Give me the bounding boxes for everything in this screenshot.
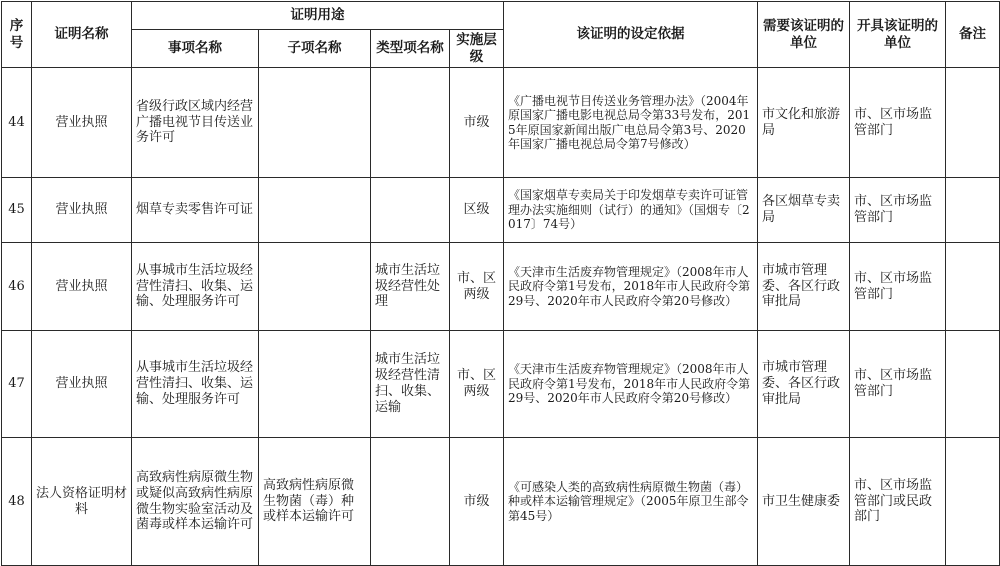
header-type-item-name: 类型项名称 — [371, 30, 450, 68]
cell-sub-item-name — [259, 331, 371, 438]
cell-level: 区级 — [450, 178, 504, 243]
cell-cert-name: 营业执照 — [32, 331, 132, 438]
cell-basis: 《国家烟草专卖局关于印发烟草专卖许可证管理办法实施细则（试行）的通知》（国烟专〔2017〕74号） — [504, 178, 758, 243]
cell-type-item-name — [371, 68, 450, 178]
cell-issuing-unit: 市、区市场监管部门 — [850, 68, 946, 178]
cell-item-name: 高致病性病原微生物或疑似高致病性病原微生物实验室活动及菌毒或样本运输许可 — [132, 438, 259, 566]
cell-remark — [946, 178, 1000, 243]
cell-type-item-name — [371, 178, 450, 243]
cell-cert-name: 营业执照 — [32, 68, 132, 178]
cell-required-unit: 市城市管理委、各区行政审批局 — [758, 243, 850, 331]
cell-required-unit: 各区烟草专卖局 — [758, 178, 850, 243]
cell-item-name: 省级行政区域内经营广播电视节目传送业务许可 — [132, 68, 259, 178]
cell-seq: 45 — [2, 178, 32, 243]
cell-cert-name: 营业执照 — [32, 243, 132, 331]
cell-remark — [946, 331, 1000, 438]
cell-sub-item-name: 高致病性病原微生物菌（毒）种或样本运输许可 — [259, 438, 371, 566]
table-row — [2, 331, 1000, 438]
cell-basis: 《可感染人类的高致病性病原微生物菌（毒）种或样本运输管理规定》（2005年原卫生部令第45号） — [504, 438, 758, 566]
cell-sub-item-name — [259, 178, 371, 243]
table-row — [2, 243, 1000, 331]
cell-issuing-unit: 市、区市场监管部门 — [850, 331, 946, 438]
cell-sub-item-name — [259, 243, 371, 331]
cell-sub-item-name — [259, 68, 371, 178]
cell-level: 市、区两级 — [450, 243, 504, 331]
cell-cert-name: 营业执照 — [32, 178, 132, 243]
cell-remark — [946, 243, 1000, 331]
header-item-name: 事项名称 — [132, 30, 259, 68]
cell-basis: 《广播电视节目传送业务管理办法》（2004年原国家广播电影电视总局令第33号发布，2015年原国家新闻出版广电总局令第3号、2020年国家广播电视总局令第7号修改） — [504, 68, 758, 178]
cell-required-unit: 市城市管理委、各区行政审批局 — [758, 331, 850, 438]
table-row — [2, 438, 1000, 566]
table-body — [2, 68, 1000, 566]
header-cert-name: 证明名称 — [32, 2, 132, 68]
cell-seq: 46 — [2, 243, 32, 331]
cell-type-item-name: 城市生活垃圾经营性清扫、收集、运输 — [371, 331, 450, 438]
header-remark: 备注 — [946, 2, 1000, 68]
cell-remark — [946, 68, 1000, 178]
cell-basis: 《天津市生活废弃物管理规定》（2008年市人民政府令第1号发布，2018年市人民政府令第29号、2020年市人民政府令第20号修改） — [504, 243, 758, 331]
cell-item-name: 从事城市生活垃圾经营性清扫、收集、运输、处理服务许可 — [132, 243, 259, 331]
header-basis: 该证明的设定依据 — [504, 2, 758, 68]
header-sub-item-name: 子项名称 — [259, 30, 371, 68]
cell-item-name: 烟草专卖零售许可证 — [132, 178, 259, 243]
cell-issuing-unit: 市、区市场监管部门 — [850, 178, 946, 243]
cell-level: 市级 — [450, 68, 504, 178]
cell-remark — [946, 438, 1000, 566]
header-level: 实施层级 — [450, 30, 504, 68]
header-issuing-unit: 开具该证明的单位 — [850, 2, 946, 68]
cell-level: 市级 — [450, 438, 504, 566]
table-header — [2, 2, 1000, 68]
table-row — [2, 68, 1000, 178]
cell-issuing-unit: 市、区市场监管部门 — [850, 243, 946, 331]
cell-required-unit: 市卫生健康委 — [758, 438, 850, 566]
cell-item-name: 从事城市生活垃圾经营性清扫、收集、运输、处理服务许可 — [132, 331, 259, 438]
table-row — [2, 178, 1000, 243]
cell-type-item-name: 城市生活垃圾经营性处理 — [371, 243, 450, 331]
cell-seq: 47 — [2, 331, 32, 438]
cell-type-item-name — [371, 438, 450, 566]
cell-seq: 48 — [2, 438, 32, 566]
certificate-table — [1, 1, 1000, 566]
cell-level: 市、区两级 — [450, 331, 504, 438]
header-usage-group: 证明用途 — [132, 2, 504, 30]
cell-seq: 44 — [2, 68, 32, 178]
header-required-unit: 需要该证明的单位 — [758, 2, 850, 68]
cell-basis: 《天津市生活废弃物管理规定》（2008年市人民政府令第1号发布，2018年市人民政府令第29号、2020年市人民政府令第20号修改） — [504, 331, 758, 438]
cell-cert-name: 法人资格证明材料 — [32, 438, 132, 566]
cell-issuing-unit: 市、区市场监管部门或民政部门 — [850, 438, 946, 566]
cell-required-unit: 市文化和旅游局 — [758, 68, 850, 178]
header-seq: 序号 — [2, 2, 32, 68]
